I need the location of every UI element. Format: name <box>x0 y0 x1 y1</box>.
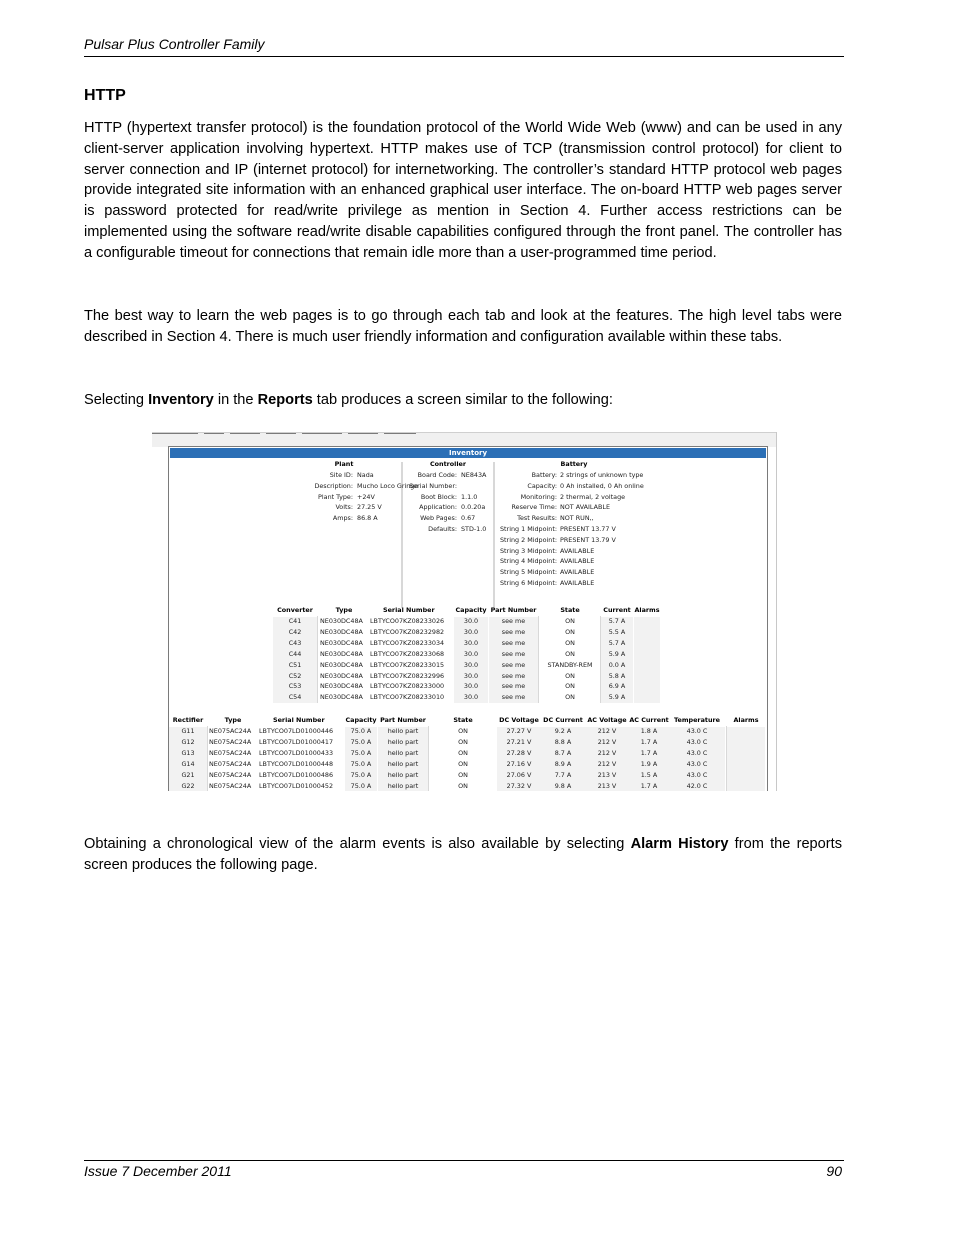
rectifier-cell: G21 <box>181 770 195 779</box>
rectifier-cell: hello part <box>387 759 419 768</box>
rectifier-cell: ON <box>458 759 468 768</box>
converter-cell: ON <box>565 649 575 658</box>
converter-cell: NE030DC48A <box>320 682 363 691</box>
converter-cell: C42 <box>288 627 302 636</box>
converter-cell: 30.0 <box>463 649 479 658</box>
rectifier-header: Alarms <box>733 716 759 724</box>
controller-label: Web Pages: <box>420 514 457 523</box>
converter-cell: ON <box>565 682 575 691</box>
rectifier-cell: 75.0 A <box>350 759 372 768</box>
rectifier-col-sep <box>726 726 727 791</box>
rectifier-cell: ON <box>458 770 468 779</box>
converter-cell: see me <box>501 682 526 691</box>
converter-header: Alarms <box>634 606 660 614</box>
browser-top-band <box>152 432 776 447</box>
controller-label: Serial Number: <box>409 481 457 490</box>
rectifier-cell: 43.0 C <box>686 748 708 757</box>
rectifier-cell: LBTYCO07LD01000448 <box>259 759 334 768</box>
running-header: Pulsar Plus Controller Family <box>84 36 265 52</box>
rectifier-cell: 212 V <box>597 759 617 768</box>
rectifier-cell: 27.27 V <box>506 727 532 735</box>
plant-value: 27.25 V <box>357 503 382 512</box>
converter-cell: see me <box>501 617 526 625</box>
battery-label: Reserve Time: <box>511 503 557 512</box>
rectifier-cell: hello part <box>387 727 419 735</box>
battery-value: AVAILABLE <box>560 557 595 566</box>
rectifier-cell: hello part <box>387 781 419 790</box>
converter-cell: 0.0 A <box>608 660 626 669</box>
rectifier-cell: 212 V <box>597 748 617 757</box>
rectifier-cell: 1.9 A <box>640 759 658 768</box>
p3-text-2: in the <box>213 392 258 408</box>
converter-cell: STANDBY-REM <box>547 660 593 669</box>
rectifier-header: DC Current <box>543 716 583 724</box>
converter-cell: 30.0 <box>463 638 479 647</box>
battery-value: PRESENT 13.77 V <box>560 525 616 533</box>
controller-heading: Controller <box>429 460 467 468</box>
rectifier-cell: 75.0 A <box>350 727 372 735</box>
converter-cell: LBTYCO07KZ08233026 <box>370 617 445 625</box>
converter-cell: see me <box>501 627 526 636</box>
p4-bold-alarm-history: Alarm History <box>630 836 729 852</box>
rectifier-cell: 1.8 A <box>640 727 658 735</box>
converter-cell: ON <box>565 627 575 636</box>
footer-rule <box>84 1160 844 1161</box>
converter-cell: 6.9 A <box>608 682 626 691</box>
plant-label: Plant Type: <box>318 492 353 501</box>
controller-value: 1.1.0 <box>461 492 478 501</box>
converter-cell: LBTYCO07KZ08233010 <box>370 693 445 702</box>
converter-header: Current <box>603 606 631 614</box>
rectifier-cell: ON <box>458 781 468 790</box>
battery-label: String 1 Midpoint: <box>500 525 557 533</box>
p3-bold-reports: Reports <box>257 392 313 408</box>
plant-heading: Plant <box>334 460 354 468</box>
rectifier-cell: 9.8 A <box>554 781 572 790</box>
rectifier-cell: 43.0 C <box>686 727 708 735</box>
converter-cell: ON <box>565 693 575 702</box>
rectifier-cell: 8.8 A <box>554 737 572 746</box>
converter-cell-bg <box>634 617 660 703</box>
rectifier-cell: 27.21 V <box>506 737 532 746</box>
battery-value: AVAILABLE <box>560 546 595 555</box>
plant-label: Description: <box>314 481 353 490</box>
battery-label: Battery: <box>531 471 557 479</box>
converter-cell: 5.5 A <box>608 627 626 636</box>
converter-header: Type <box>335 606 353 614</box>
p3-text-1: Selecting <box>84 392 149 408</box>
converter-cell: 30.0 <box>463 660 479 669</box>
rectifier-cell: G22 <box>181 781 195 790</box>
rectifier-cell: NE075AC24A <box>209 759 252 768</box>
rectifier-cell: hello part <box>387 748 419 757</box>
paragraph-selecting-inventory <box>84 390 842 411</box>
converter-header: Part Number <box>490 606 537 614</box>
converter-cell: C52 <box>288 671 302 680</box>
battery-value: PRESENT 13.79 V <box>560 535 616 544</box>
converter-cell: LBTYCO07KZ08233068 <box>370 649 445 658</box>
battery-label: String 5 Midpoint: <box>500 568 557 577</box>
inventory-panel <box>168 446 768 791</box>
rectifier-header: Serial Number <box>273 716 325 724</box>
rectifier-cell: 27.32 V <box>506 781 532 790</box>
converter-col-sep <box>317 616 318 703</box>
p4-text-2: from the reports screen produces the following page. <box>84 836 843 873</box>
paragraph-alarm-history <box>84 834 842 876</box>
rectifier-cell: ON <box>458 748 468 757</box>
converter-cell: C43 <box>288 638 302 647</box>
inventory-screenshot <box>152 432 777 791</box>
converter-cell: 5.8 A <box>608 671 626 680</box>
rectifier-cell: hello part <box>387 737 419 746</box>
battery-label: String 6 Midpoint: <box>500 579 557 587</box>
rectifier-cell: 75.0 A <box>350 748 372 757</box>
paragraph-http-intro: HTTP (hypertext transfer protocol) is the foundation protocol of the World Wide Web (www) and can be used in any client-server application involving hypertext. HTTP makes use of TCP (transmission control protocol) for client to server connection and IP (internet protocol) for internetworking. The controller’s standard HTTP protocol web pages provide integrated site information with an enhanced graphical user interface. The on-board HTTP web pages server is password protected for read/write privilege as mention in Section 4. Further access restrictions can be implemented using the software read/write disable capabilities configured through the front panel. The controller has a configurable timeout for connections that remain idle more than a user-programmed time period. <box>84 120 842 261</box>
rectifier-cell: NE075AC24A <box>209 748 252 757</box>
battery-value: 2 thermal, 2 voltage <box>560 492 626 501</box>
rectifier-cell: 213 V <box>597 770 617 779</box>
rectifier-cell: ON <box>458 737 468 746</box>
plant-value: Nada <box>357 471 374 479</box>
rectifier-cell: 7.7 A <box>554 770 572 779</box>
converter-cell: see me <box>501 649 526 658</box>
rectifier-cell: 27.16 V <box>506 759 532 768</box>
controller-value: 0.0.20a <box>461 503 486 512</box>
battery-value: NOT RUN,, <box>560 514 594 523</box>
rectifier-cell: 43.0 C <box>686 770 708 779</box>
converter-cell: 30.0 <box>463 693 479 702</box>
rectifier-cell: 8.9 A <box>554 759 572 768</box>
rectifier-cell: 212 V <box>597 727 617 735</box>
rectifier-cell: NE075AC24A <box>209 737 252 746</box>
rectifier-header: Rectifier <box>172 716 204 724</box>
converter-cell: LBTYCO07KZ08232996 <box>370 671 445 680</box>
converter-cell: ON <box>565 638 575 647</box>
converter-cell: NE030DC48A <box>320 617 363 625</box>
plant-value: Mucho Loco Gringo <box>357 481 419 490</box>
battery-value: NOT AVAILABLE <box>560 503 610 512</box>
rectifier-cell: LBTYCO07LD01000446 <box>259 727 334 735</box>
converter-cell: 5.9 A <box>608 649 626 658</box>
converter-header: Capacity <box>455 606 487 614</box>
rectifier-cell: 1.5 A <box>640 770 658 779</box>
rectifier-cell: 43.0 C <box>686 737 708 746</box>
battery-label: Capacity: <box>527 481 557 490</box>
converter-cell: see me <box>501 671 526 680</box>
p3-text-3: tab produces a screen similar to the following: <box>312 392 613 408</box>
converter-cell: LBTYCO07KZ08233000 <box>370 682 445 691</box>
battery-value: 2 strings of unknown type <box>560 471 644 479</box>
controller-value: NE843A <box>461 471 487 479</box>
footer-issue: Issue 7 December 2011 <box>84 1163 232 1179</box>
header-rule <box>84 56 844 57</box>
converter-cell: 5.9 A <box>608 693 626 702</box>
rectifier-cell: 8.7 A <box>554 748 572 757</box>
controller-label: Application: <box>419 503 457 512</box>
rectifier-cell: G11 <box>181 727 195 735</box>
rectifier-cell: 27.28 V <box>506 748 532 757</box>
rectifier-cell: 1.7 A <box>640 781 658 790</box>
controller-value: STD-1.0 <box>461 525 487 533</box>
converter-cell: LBTYCO07KZ08233034 <box>370 638 445 647</box>
converter-cell: NE030DC48A <box>320 638 363 647</box>
rectifier-cell: hello part <box>387 770 419 779</box>
plant-value: 86.8 A <box>357 514 378 523</box>
p4-text-1: Obtaining a chronological view of the alarm events is also available by selecting <box>84 836 631 852</box>
plant-value: +24V <box>357 492 375 501</box>
rectifier-header: DC Voltage <box>499 716 539 724</box>
rectifier-cell: 43.0 C <box>686 759 708 768</box>
plant-label: Volts: <box>335 503 353 512</box>
controller-label: Defaults: <box>428 525 457 533</box>
battery-heading: Battery <box>560 460 588 468</box>
rectifier-cell: G14 <box>181 759 195 768</box>
rectifier-cell-bg <box>727 727 765 791</box>
converter-header: State <box>560 606 580 614</box>
rectifier-cell: 42.0 C <box>686 781 708 790</box>
rectifier-header: Part Number <box>380 716 426 724</box>
rectifier-cell: LBTYCO07LD01000433 <box>259 748 334 757</box>
converter-header: Serial Number <box>383 606 435 614</box>
converter-cell: 5.7 A <box>608 617 626 625</box>
converter-cell: NE030DC48A <box>320 671 363 680</box>
converter-cell: 5.7 A <box>608 638 626 647</box>
rectifier-cell: 75.0 A <box>350 770 372 779</box>
controller-label: Boot Block: <box>420 492 457 501</box>
battery-label: String 2 Midpoint: <box>500 535 557 544</box>
rectifier-cell: 75.0 A <box>350 737 372 746</box>
plant-label: Amps: <box>332 514 353 523</box>
battery-label: Test Results: <box>517 514 557 523</box>
rectifier-header: AC Current <box>629 716 669 724</box>
converter-cell: 30.0 <box>463 617 479 625</box>
controller-label: Board Code: <box>417 471 457 479</box>
paragraph-web-pages: The best way to learn the web pages is to go through each tab and look at the features. The high level tabs were described in Section 4. There is much user friendly information and configuration available within these tabs. <box>84 308 842 345</box>
converter-cell: 30.0 <box>463 627 479 636</box>
battery-label: String 3 Midpoint: <box>500 546 557 555</box>
converter-cell: 30.0 <box>463 671 479 680</box>
rectifier-cell: LBTYCO07LD01000452 <box>259 781 334 790</box>
rectifier-header: State <box>453 716 473 724</box>
controller-value: 0.67 <box>461 514 476 523</box>
rectifier-cell: 27.06 V <box>506 770 532 779</box>
battery-label: String 4 Midpoint: <box>500 557 557 566</box>
battery-label: Monitoring: <box>520 492 557 501</box>
rectifier-cell: NE075AC24A <box>209 781 252 790</box>
rectifier-header: Temperature <box>674 716 720 724</box>
inventory-title-bar: Inventory <box>170 448 766 458</box>
rectifier-cell: NE075AC24A <box>209 727 252 735</box>
converter-cell: see me <box>501 638 526 647</box>
battery-value: 0 Ah installed, 0 Ah online <box>560 481 644 490</box>
converter-header: Converter <box>277 606 313 614</box>
converter-cell: ON <box>565 617 575 625</box>
converter-cell: NE030DC48A <box>320 649 363 658</box>
rectifier-header: Capacity <box>345 716 377 724</box>
converter-cell: C54 <box>288 693 302 702</box>
rectifier-cell: LBTYCO07LD01000417 <box>259 737 334 746</box>
rectifier-cell: 1.7 A <box>640 748 658 757</box>
converter-cell: C53 <box>288 682 302 691</box>
rectifier-cell: NE075AC24A <box>209 770 252 779</box>
converter-cell: see me <box>501 693 526 702</box>
rectifier-cell: 213 V <box>597 781 617 790</box>
rectifier-header: AC Voltage <box>587 716 627 724</box>
page-number: 90 <box>826 1163 842 1179</box>
converter-cell: see me <box>501 660 526 669</box>
converter-cell: LBTYCO07KZ08232982 <box>370 627 445 636</box>
converter-cell: NE030DC48A <box>320 627 363 636</box>
rectifier-cell: LBTYCO07LD01000486 <box>259 770 334 779</box>
converter-cell: 30.0 <box>463 682 479 691</box>
converter-cell: NE030DC48A <box>320 660 363 669</box>
battery-value: AVAILABLE <box>560 579 595 587</box>
rectifier-cell: 212 V <box>597 737 617 746</box>
rectifier-cell: G13 <box>181 748 195 757</box>
rectifier-col-sep <box>207 726 208 791</box>
plant-label: Site ID: <box>329 471 353 479</box>
converter-cell: NE030DC48A <box>320 693 363 702</box>
section-heading: HTTP <box>84 87 126 104</box>
converter-cell: LBTYCO07KZ08233015 <box>370 660 445 669</box>
converter-cell: C51 <box>288 660 302 669</box>
rectifier-cell: 75.0 A <box>350 781 372 790</box>
battery-value: AVAILABLE <box>560 568 595 577</box>
converter-cell: C44 <box>288 649 302 658</box>
p3-bold-inventory: Inventory <box>148 392 214 408</box>
rectifier-header: Type <box>224 716 242 724</box>
converter-cell: ON <box>565 671 575 680</box>
converter-cell: C41 <box>288 617 302 625</box>
rectifier-cell: ON <box>458 727 468 735</box>
rectifier-cell: 9.2 A <box>554 727 572 735</box>
rectifier-cell: G12 <box>181 737 195 746</box>
rectifier-cell: 1.7 A <box>640 737 658 746</box>
